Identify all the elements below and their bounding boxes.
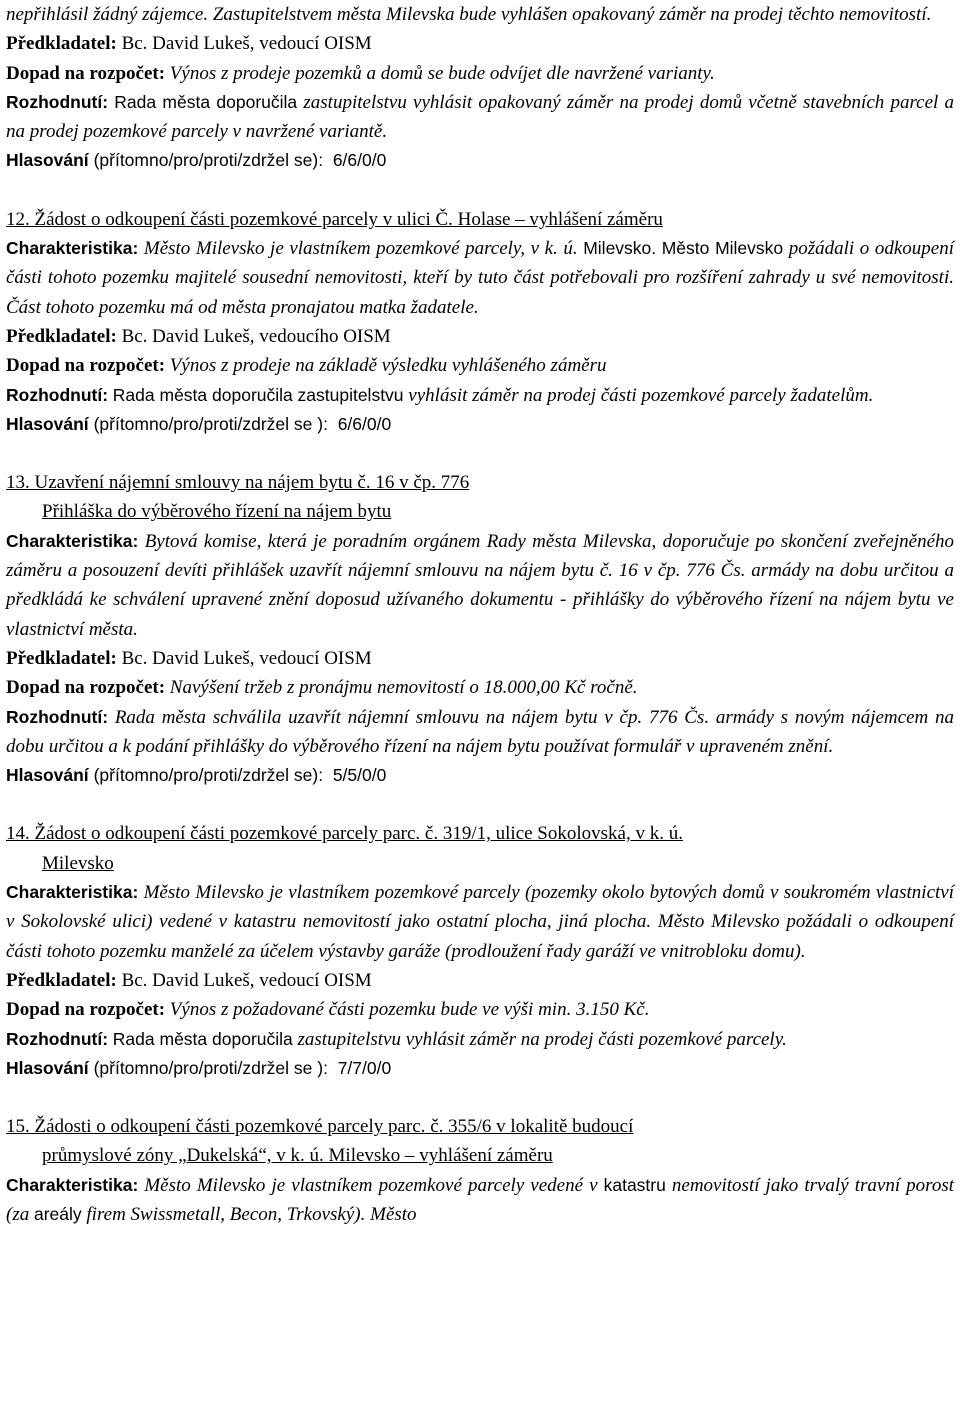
item13-hlasovani (6, 761, 954, 790)
item12-title (6, 205, 954, 234)
charakteristika-text: Město Milevsko požádali o odkoupení části tohoto pozemku manželé za účelem výstavby garáže (prodloužení řady garáží ve vnitrobloku domu). (6, 911, 954, 962)
dopad-value: Navýšení tržeb z pronájmu nemovitostí o 18.000,00 Kč ročně. (169, 677, 638, 699)
dopad-label: Dopad na rozpočet: (6, 999, 166, 1021)
predkladatel-value: Bc. David Lukeš, vedoucího OISM (121, 325, 391, 347)
rozhodnuti-value: Rada města schválila uzavřít nájemní smlouvu na nájem bytu v čp. 776 Čs. armády s novým nájemcem na dobu určitou a k podání přihlášky do výběrového řízení na nájem bytu používat formulář v upraveném znění. (6, 706, 954, 757)
predkladatel-label: Předkladatel: (6, 647, 117, 669)
item12-charakteristika (6, 234, 954, 322)
item15-title-cont (6, 1141, 954, 1170)
predkladatel-label: Předkladatel: (6, 325, 117, 347)
hlasovani-value: 6/6/0/0 (337, 413, 392, 434)
item-title: 13. Uzavření nájemní smlouvy na nájem bytu č. 16 v čp. 776 (6, 472, 470, 494)
charakteristika-label: Charakteristika: (6, 1174, 139, 1195)
item13-dopad (6, 673, 954, 702)
charakteristika-text: Město Milevsko je vlastníkem pozemkové parcely vedené v (144, 1174, 598, 1196)
item15-title (6, 1112, 954, 1141)
hlasovani-caption: (přítomno/pro/proti/zdržel se ): (93, 413, 328, 434)
charakteristika-text: areály (33, 1203, 82, 1224)
item13-predkladatel (6, 644, 954, 673)
hlasovani-label: Hlasování (6, 150, 89, 171)
charakteristika-text: nemovitostí jako trvalý travní porost (za (6, 1174, 955, 1225)
rozhodnuti-label: Rozhodnutí: (6, 1028, 109, 1049)
dopad-value: Výnos z prodeje pozemků a domů se bude odvíjet dle navržené varianty. (169, 62, 715, 84)
rozhodnuti-value: zastupitelstvu vyhlásit záměr na prodej části pozemkové parcely. (297, 1028, 787, 1050)
hlasovani-value: 7/7/0/0 (337, 1057, 392, 1078)
item14-title-cont (6, 849, 954, 878)
item-subtitle: Přihláška do výběrového řízení na nájem bytu (42, 501, 392, 523)
charakteristika-label: Charakteristika: (6, 882, 139, 903)
item14-dopad (6, 995, 954, 1024)
item-title: 12. Žádost o odkoupení části pozemkové parcely v ulici Č. Holase – vyhlášení záměru (6, 208, 663, 230)
charakteristika-text: Bytová komise, která je poradním orgánem Rady města Milevska, doporučuje po skončení zveřejněného záměru a posouzení devíti přihlášek uzavřít nájemní smlouvu na nájem bytu č. 16 v čp. 776 Čs. armády na dobu určitou a předkládá ke schválení upravené znění doposud užívaného dokumentu - přihlášky do výběrového řízení na nájem bytu ve vlastnictví města. (6, 530, 955, 640)
item14-title (6, 819, 954, 848)
charakteristika-text: Město Milevsko je vlastníkem pozemkové parcely (pozemky okolo bytových domů v soukromém vlastnictví v Sokolovské ulici) vedené v katastru nemovitostí jako ostatní plocha, jiná plocha. (6, 882, 955, 933)
predkladatel-value: Bc. David Lukeš, vedoucí OISM (121, 33, 372, 55)
hlasovani-label: Hlasování (6, 1057, 89, 1078)
hlasovani-label: Hlasování (6, 765, 89, 786)
rozhodnuti-label: Rozhodnutí: (6, 91, 109, 112)
charakteristika-text: Milevsko. (583, 238, 657, 259)
item-title: průmyslové zóny „Dukelská“, v k. ú. Milevsko – vyhlášení záměru (42, 1145, 553, 1167)
charakteristika-text: firem Swissmetall, Becon, Trkovský). Město (86, 1203, 417, 1225)
charakteristika-label: Charakteristika: (6, 238, 139, 259)
rozhodnuti-value: vyhlásit záměr na prodej části pozemkové parcely žadatelům. (408, 384, 874, 406)
predkladatel-value: Bc. David Lukeš, vedoucí OISM (121, 647, 372, 669)
intro-rozhodnuti (6, 88, 954, 147)
charakteristika-text: katastru (603, 1174, 666, 1195)
item-title: 14. Žádost o odkoupení části pozemkové parcely parc. č. 319/1, ulice Sokolovská, v k. ú. (6, 823, 683, 845)
item15-charakteristika (6, 1171, 954, 1230)
dopad-label: Dopad na rozpočet: (6, 355, 166, 377)
item14-charakteristika (6, 878, 954, 966)
item13-rozhodnuti (6, 703, 954, 762)
intro-dopad (6, 59, 954, 88)
predkladatel-value: Bc. David Lukeš, vedoucí OISM (121, 969, 372, 991)
hlasovani-value: 6/6/0/0 (332, 150, 387, 171)
intro-predkladatel (6, 29, 954, 58)
item12-predkladatel (6, 322, 954, 351)
intro-text (6, 0, 954, 29)
item13-title (6, 468, 954, 497)
charakteristika-text: Město Milevsko je vlastníkem pozemkové parcely, v k. ú. (143, 238, 578, 260)
item12-dopad (6, 351, 954, 380)
rozhodnuti-label: Rozhodnutí: (6, 384, 109, 405)
item14-hlasovani (6, 1054, 954, 1083)
item12-rozhodnuti (6, 381, 954, 410)
charakteristika-label: Charakteristika: (6, 530, 139, 551)
dopad-value: Výnos z požadované části pozemku bude ve výši min. 3.150 Kč. (169, 999, 650, 1021)
hlasovani-label: Hlasování (6, 413, 89, 434)
hlasovani-value: 5/5/0/0 (332, 765, 387, 786)
item-title: 15. Žádosti o odkoupení části pozemkové parcely parc. č. 355/6 v lokalitě budoucí (6, 1116, 634, 1138)
item13-charakteristika (6, 527, 954, 644)
charakteristika-text: Město Milevsko (661, 238, 784, 259)
hlasovani-caption: (přítomno/pro/proti/zdržel se ): (93, 1057, 328, 1078)
predkladatel-label: Předkladatel: (6, 33, 117, 55)
item14-rozhodnuti (6, 1025, 954, 1054)
hlasovani-caption: (přítomno/pro/proti/zdržel se): (93, 765, 324, 786)
dopad-label: Dopad na rozpočet: (6, 677, 166, 699)
charakteristika-text: požádali o odkoupení části tohoto pozemku majitelé sousední nemovitosti, kteří by tuto část potřebovali pro rozšíření zahrady u své nemovitosti. Část tohoto pozemku má od města pronajatou matka žadatele. (6, 238, 954, 318)
rozhodnuti-lead: Rada města doporučila (112, 1028, 293, 1049)
intro-hlasovani (6, 146, 954, 175)
item14-predkladatel (6, 966, 954, 995)
predkladatel-label: Předkladatel: (6, 969, 117, 991)
item-title: Milevsko (42, 852, 114, 874)
dopad-value: Výnos z prodeje na základě výsledku vyhlášeného záměru (169, 355, 607, 377)
item13-subtitle (6, 497, 954, 526)
intro-line: nepřihlásil žádný zájemce. Zastupitelstvem města Milevska bude vyhlášen opakovaný záměr na prodej těchto nemovitostí. (6, 4, 932, 25)
dopad-label: Dopad na rozpočet: (6, 62, 166, 84)
hlasovani-caption: (přítomno/pro/proti/zdržel se): (93, 150, 324, 171)
item12-hlasovani (6, 410, 954, 439)
rozhodnuti-value: zastupitelstvu vyhlásit opakovaný záměr na prodej domů včetně stavebních parcel a na prodej pozemkové parcely v navržené variantě. (6, 91, 955, 143)
rozhodnuti-lead: Rada města doporučila (114, 91, 298, 112)
rozhodnuti-lead: zastupitelstvu (297, 384, 404, 405)
rozhodnuti-label: Rozhodnutí: (6, 706, 109, 727)
rozhodnuti-lead: Rada města doporučila (112, 384, 293, 405)
